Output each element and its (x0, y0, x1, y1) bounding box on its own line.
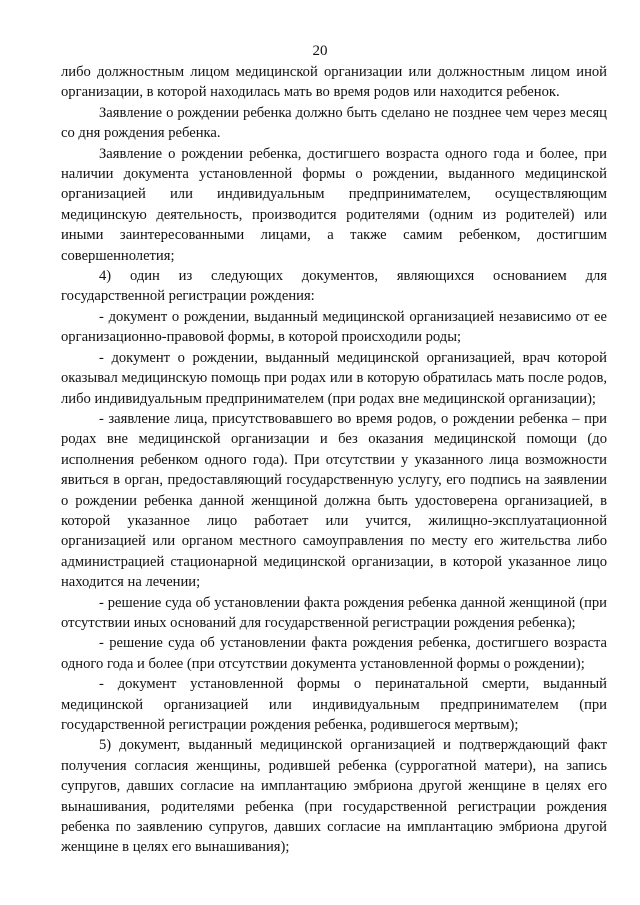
list-item-court-decision: - решение суда об установлении факта рождения ребенка данной женщиной (при отсутствии иных оснований для государственной регистрации рождения ребенка); (61, 594, 607, 631)
page-number: 20 (312, 43, 328, 59)
list-item-perinatal-death: - документ установленной формы о перинатальной смерти, выданный медицинской организацией или индивидуальным предпринимателем (при государственной регистрации рождения ребенка, родившегося мертвым); (61, 676, 607, 733)
paragraph-older-child: Заявление о рождении ребенка, достигшего возраста одного года и более, при наличии документа установленной формы о рождении, выданного медицинской организацией или индивидуальным предпринимателем, осуществляющим медицинскую деятельность, производится родителями (одним из родителей) или иными заинтересованными лицами, а также самим ребенком, достигшим совершеннолетия; (61, 145, 607, 264)
list-item-medical-document-doctor: - документ о рождении, выданный медицинской организацией, врач которой оказывал медицинскую помощь при родах или в которую обратилась мать после родов, либо индивидуальным предпринимателем (при родах вне медицинской организации); (61, 349, 607, 407)
list-item-witness-statement: - заявление лица, присутствовавшего во время родов, о рождении ребенка – при родах вне медицинской организации и без оказания медицинской помощи (до исполнения ребенком одного года). При отсутствии у указанного лица возможности явиться в орган, предоставляющий государственную услугу, его подпись на заявлении о рождении ребенка данной женщиной должна быть удостоверена организацией, в которой указанное лицо работает или учится, жилищно-эксплуатационной организацией или органом местного самоуправления по месту его жительства либо администрацией стационарной медицинской организации, в которой указанное лицо находится на лечении; (61, 410, 607, 591)
paragraph-item-5: 5) документ, выданный медицинской организацией и подтверждающий факт получения согласия женщины, родившей ребенка (суррогатной матери), на запись супругов, давших согласие на имплантацию эмбриона другой женщине в целях его вынашивания, родителями ребенка (при государственной регистрации рождения ребенка по заявлению супругов, давших согласие на имплантацию эмбриона другой женщине в целях его вынашивания); (61, 737, 607, 856)
list-item-medical-document: - документ о рождении, выданный медицинской организацией независимо от ее организационно-правовой формы, в которой происходили роды; (61, 308, 607, 346)
paragraph-continuation: либо должностным лицом медицинской организации или должностным лицом иной организации, в которой находилась мать во время родов или находится ребенок. (61, 64, 607, 101)
paragraph-deadline: Заявление о рождении ребенка должно быть сделано не позднее чем через месяц со дня рождения ребенка. (61, 104, 607, 142)
list-item-court-decision-older: - решение суда об установлении факта рождения ребенка, достигшего возраста одного года и более (при отсутствии документа установленной формы о рождении); (61, 635, 607, 672)
paragraph-item-4: 4) один из следующих документов, являющихся основанием для государственной регистрации рождения: (61, 268, 607, 305)
document-body (61, 62, 607, 858)
